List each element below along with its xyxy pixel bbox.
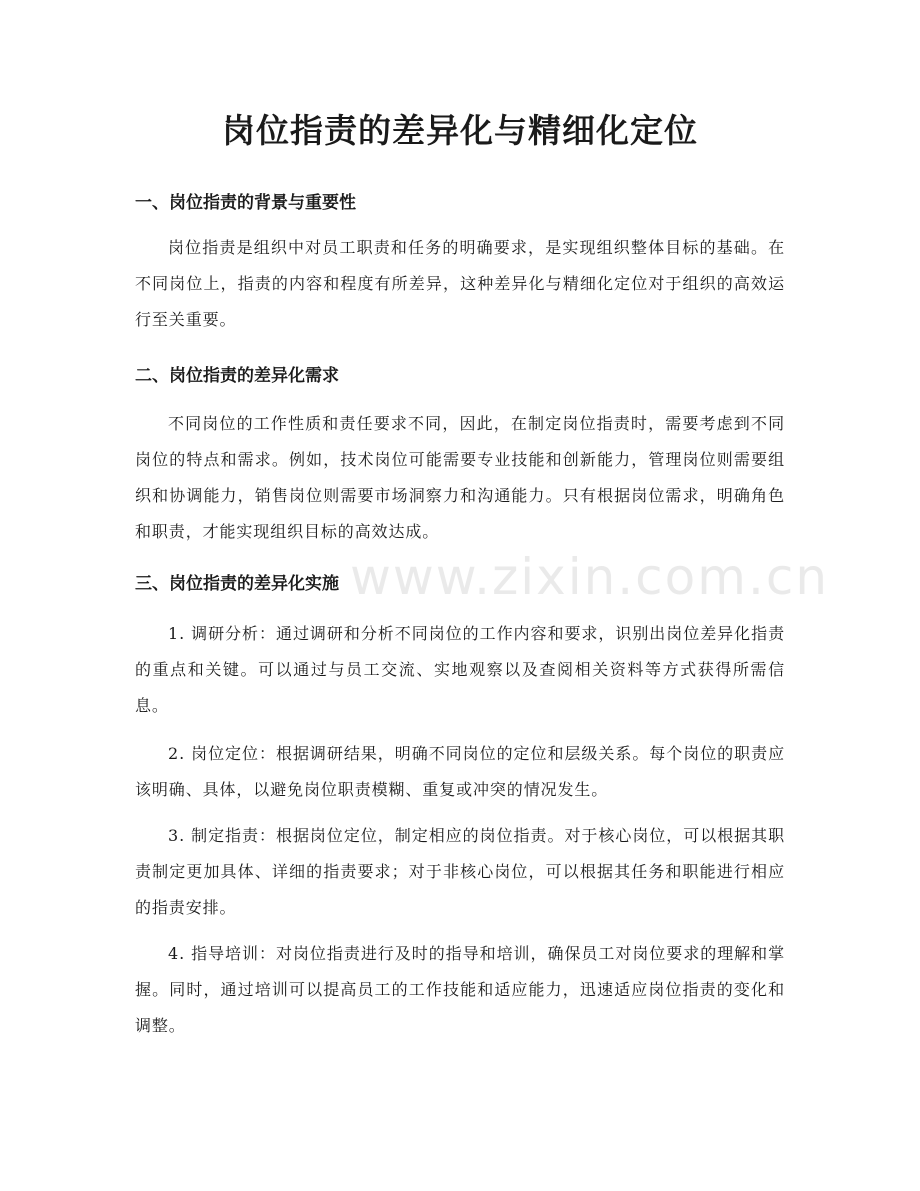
section-3-item-2: 2. 岗位定位：根据调研结果，明确不同岗位的定位和层级关系。每个岗位的职责应该明确、具体，以避免岗位职责模糊、重复或冲突的情况发生。 <box>135 744 785 799</box>
section-3-item-4: 4. 指导培训：对岗位指责进行及时的指导和培训，确保员工对岗位要求的理解和掌握。同时，通过培训可以提高员工的工作技能和适应能力，迅速适应岗位指责的变化和调整。 <box>135 944 785 1035</box>
section-3-item-3: 3. 制定指责：根据岗位定位，制定相应的岗位指责。对于核心岗位，可以根据其职责制定更加具体、详细的指责要求；对于非核心岗位，可以根据其任务和职能进行相应的指责安排。 <box>135 826 785 917</box>
section-heading-1: 一、岗位指责的背景与重要性 <box>135 193 356 213</box>
section-heading-3: 三、岗位指责的差异化实施 <box>135 574 339 594</box>
section-1-paragraph-1: 岗位指责是组织中对员工职责和任务的明确要求，是实现组织整体目标的基础。在不同岗位上，指责的内容和程度有所差异，这种差异化与精细化定位对于组织的高效运行至关重要。 <box>135 238 785 329</box>
page-title: 岗位指责的差异化与精细化定位 <box>222 111 698 150</box>
watermark: www.zixin.com.cn <box>350 548 830 606</box>
section-2-paragraph-1: 不同岗位的工作性质和责任要求不同，因此，在制定岗位指责时，需要考虑到不同岗位的特点和需求。例如，技术岗位可能需要专业技能和创新能力，管理岗位则需要组织和协调能力，销售岗位则需要市场洞察力和沟通能力。只有根据岗位需求，明确角色和职责，才能实现组织目标的高效达成。 <box>135 414 785 541</box>
section-heading-2: 二、岗位指责的差异化需求 <box>135 366 339 386</box>
section-3-item-1: 1. 调研分析：通过调研和分析不同岗位的工作内容和要求，识别出岗位差异化指责的重点和关键。可以通过与员工交流、实地观察以及查阅相关资料等方式获得所需信息。 <box>135 624 785 715</box>
